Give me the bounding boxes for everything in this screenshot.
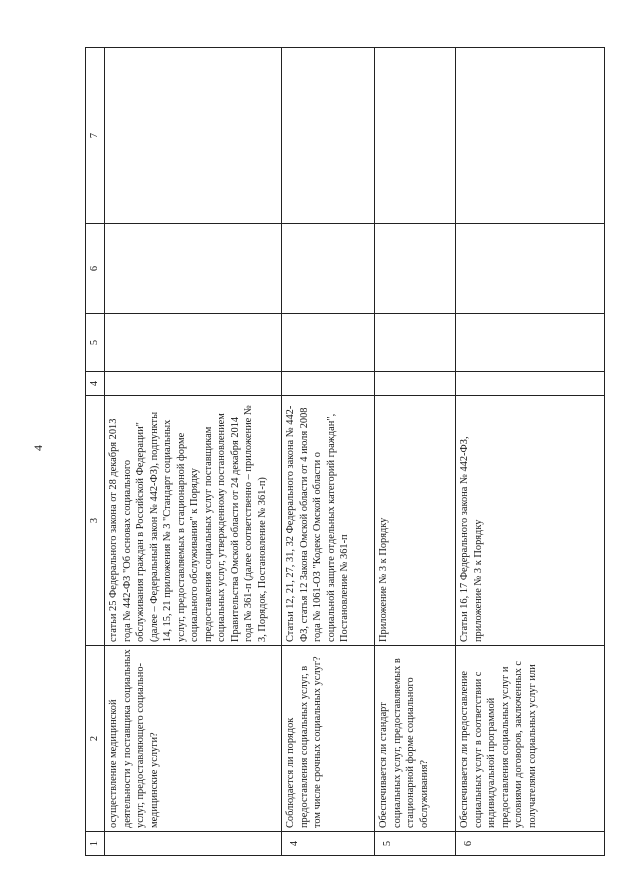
- table-row: [282, 48, 375, 856]
- row-number: 4: [282, 832, 375, 856]
- question-cell: Обеспечивается ли стандарт социальных услуг, предоставляемых в стационарной форме социального обслуживания?: [375, 646, 456, 832]
- empty-cell: [282, 314, 375, 372]
- empty-cell: [282, 48, 375, 224]
- empty-cell: [375, 372, 456, 396]
- empty-cell: [456, 224, 605, 314]
- row-number: [105, 832, 282, 856]
- empty-cell: [456, 314, 605, 372]
- document-page: [85, 48, 585, 856]
- empty-cell: [456, 48, 605, 224]
- empty-cell: [375, 48, 456, 224]
- legal-basis-cell: Статьи 12, 21, 27, 31, 32 Федерального закона № 442-ФЗ, статья 12 Закона Омской области от 4 июля 2008 года № 1061-ОЗ "Кодекс Омской области о социальной защите отдельных категорий граждан", Постановление № 361-п: [282, 396, 375, 646]
- empty-cell: [105, 48, 282, 224]
- table-row: [456, 48, 605, 856]
- empty-cell: [456, 372, 605, 396]
- legal-basis-cell: Статьи 16, 17 Федерального закона № 442-ФЗ, приложение № 3 к Порядку: [456, 396, 605, 646]
- table-row: [375, 48, 456, 856]
- page-number: 4: [31, 445, 45, 451]
- header-cell-2: 2: [86, 646, 105, 832]
- empty-cell: [375, 224, 456, 314]
- empty-cell: [375, 314, 456, 372]
- question-cell: осуществление медицинской деятельности у поставщика социальных услуг, предоставляющего социально-медицинские услуги?: [105, 646, 282, 832]
- empty-cell: [105, 224, 282, 314]
- question-cell: Соблюдается ли порядок предоставления социальных услуг, в том числе срочных социальных услуг?: [282, 646, 375, 832]
- header-cell-7: 7: [86, 48, 105, 224]
- empty-cell: [105, 314, 282, 372]
- legal-basis-cell: Приложение № 3 к Порядку: [375, 396, 456, 646]
- header-cell-5: 5: [86, 314, 105, 372]
- table-row: [105, 48, 282, 856]
- empty-cell: [105, 372, 282, 396]
- empty-cell: [282, 224, 375, 314]
- header-cell-4: 4: [86, 372, 105, 396]
- table-header-row: [86, 48, 105, 856]
- row-number: 6: [456, 832, 605, 856]
- rotated-table-container: [85, 48, 585, 856]
- row-number: 5: [375, 832, 456, 856]
- empty-cell: [282, 372, 375, 396]
- checklist-table: [85, 47, 605, 856]
- header-cell-3: 3: [86, 396, 105, 646]
- header-cell-6: 6: [86, 224, 105, 314]
- legal-basis-cell: статьи 25 Федерального закона от 28 декабря 2013 года № 442-ФЗ "Об основах социального обслуживания граждан в Российской Федерации" (далее – Федеральный закон № 442-ФЗ), подпункты 14, 15, 21 приложения № 3 "Стандарт социальных услуг, предоставляемых в стационарной форме социального обслуживания" к Порядку предоставления социальных услуг поставщикам социальных услуг, утвержденному постановлением Правительства Омской области от 24 декабря 2014 года № 361-п (далее соответственно – приложение № 3, Порядок, Постановление № 361-п): [105, 396, 282, 646]
- header-cell-1: 1: [86, 832, 105, 856]
- question-cell: Обеспечивается ли предоставление социальных услуг в соответствии с индивидуальной программой предоставления социальных услуг и условиями договоров, заключенных с получателями социальных услуг или: [456, 646, 605, 832]
